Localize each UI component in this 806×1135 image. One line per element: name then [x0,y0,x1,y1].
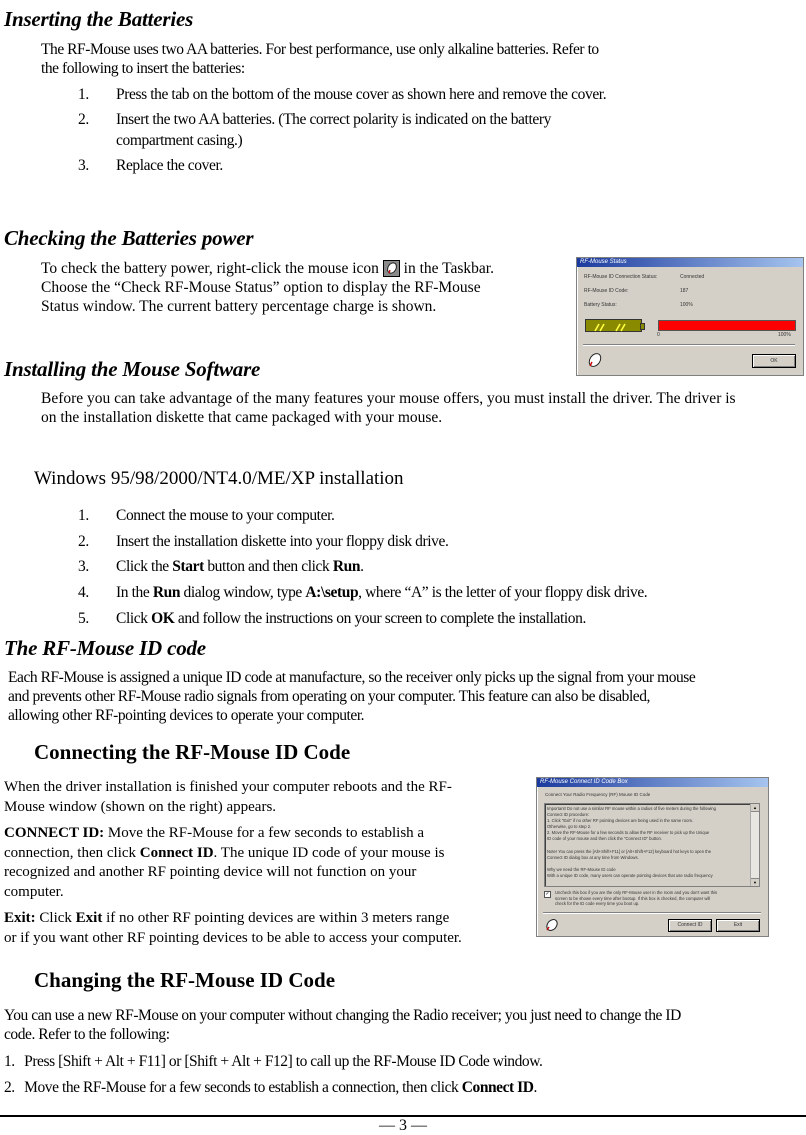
connecting-text: computer. [4,883,64,900]
exit-paragraph [4,909,462,948]
scale-min-label: 0 [657,332,660,338]
dialog-text-line: 2. Move the RF-Mouse for a few seconds to allow the RF receiver to pick up the Unique [547,830,710,836]
status-window-title: RF-Mouse Status [577,258,803,267]
list-text [116,506,334,525]
list-text: Press the tab on the bottom of the mouse cover as shown here and remove the cover. [116,86,607,103]
connect-id-dialog [536,777,769,937]
ok-button[interactable]: OK [752,354,796,368]
connect-id-paragraph [4,824,444,902]
list-text-segment: Insert the installation diskette into your floppy disk drive. [116,533,449,550]
scrollbar[interactable] [750,804,759,886]
heading-inserting-batteries: Inserting the Batteries [4,7,194,31]
list-number: 5. [78,610,89,627]
list-text-segment: In the [116,584,153,601]
connect-dialog-title: RF-Mouse Connect ID Code Box [537,778,768,787]
rf-mouse-status-window [576,257,804,376]
bold-term: Run [152,584,181,601]
status-label: Battery Status: [584,302,617,308]
heading-id-code: The RF-Mouse ID code [4,636,206,660]
list-number: 1. [78,507,89,524]
checking-line2: Choose the “Check RF-Mouse Status” option to display the RF-Mouse [41,279,481,296]
heading-checking-batteries: Checking the Batteries power [4,226,254,250]
dialog-text-line: With a unique ID code, many users can operate pointing devices that use radio frequency [547,873,713,879]
dialog-text-line: Note! You can press the [Alt+Shift+F11] or [Alt+Shift+F12] keyboard hot keys to open the [547,848,712,854]
changing-intro-line2: code. Refer to the following: [4,1026,170,1043]
connecting-text: recognized and another RF pointing device will not function on your [4,864,417,880]
dialog-text-line: Otherwise, go to step 2. [547,824,592,830]
list-text-segment: . [360,558,364,575]
connecting-text: if no other RF pointing devices are within 3 meters range [102,910,450,926]
changing-intro [4,1006,681,1044]
dialog-text-line: ID code of your mouse and then click the "Connect ID" button. [547,836,662,842]
list-text [116,532,448,551]
list-number: 1. [78,86,89,103]
dialog-text-line: 1. Click "Exit" if no other RF pointing devices are being used in the same room. [547,818,694,824]
changing-intro-line1: You can use a new RF-Mouse on your computer without changing the Radio receiver; you just need to change the ID [4,1007,681,1024]
connection-status-value: Connected [680,274,705,280]
connect-dialog-text [547,806,747,879]
list-text [116,583,647,602]
divider [583,344,795,346]
scroll-down-button[interactable]: ▼ [751,878,759,886]
dialog-text-line: Why we need the RF-Mouse ID code [547,866,616,872]
dialog-text-line: Important! Do not use a similar RF mouse within a radius of five meters during the following [547,806,716,811]
heading-installing-software: Installing the Mouse Software [4,357,261,381]
list-text: Replace the cover. [116,157,223,174]
connecting-text [4,909,462,929]
show-dialog-checkbox[interactable]: ✓ [545,891,550,897]
inserting-intro-line1: The RF-Mouse uses two AA batteries. For best performance, use only alkaline batteries. Refer to [41,41,599,58]
list-number: 2. [4,1079,15,1096]
inserting-intro-line2: the following to insert the batteries: [41,60,245,77]
checking-line1 [41,259,494,278]
connect-id-button[interactable]: Connect ID [668,919,712,932]
battery-progress-fill [659,321,795,330]
scale-max-label: 100% [778,332,791,338]
heading-changing-id: Changing the RF-Mouse ID Code [34,968,336,992]
list-number: 1. [4,1053,15,1070]
mouse-logo-icon [585,352,603,373]
dialog-text-line: Connect ID dialog box at any time from Windows. [547,854,639,860]
list-text-segment: , where “A” is the letter of your floppy disk drive. [358,584,648,601]
bold-term: OK [151,610,175,627]
list-number: 2. [78,533,89,550]
dialog-text-line: Connect ID procedure: [547,812,590,818]
connect-id-label: CONNECT ID: [4,825,105,841]
list-text-segment: dialog window, type [180,584,306,601]
battery-icon [585,319,642,332]
checkbox-label [555,890,717,907]
connect-id-ref: Connect ID [461,1079,534,1096]
id-code-paragraph [8,668,695,725]
id-code-value: 187 [680,288,689,294]
connecting-paragraph-1 [4,778,452,817]
list-text: Move the RF-Mouse for a few seconds to establish a connection, then click [24,1079,462,1096]
connect-dialog-heading: Connect Your Radio Frequency (RF) Mouse ID Code [545,792,651,797]
list-number: 3. [78,558,89,575]
exit-button[interactable]: Exit [716,919,760,932]
list-text-segment: Click [116,610,152,627]
bold-term: Run [332,558,361,575]
exit-ref: Exit [75,910,103,926]
installing-intro-line2: on the installation diskette that came packaged with your mouse. [41,409,443,426]
checkbox-text-line: check for the ID code every time you boot up. [555,901,640,906]
id-code-line3: allowing other RF-pointing devices to operate your computer. [8,707,365,724]
inserting-intro [41,40,599,78]
windows-install-subheading: Windows 95/98/2000/NT4.0/ME/XP installation [34,468,404,489]
installing-intro-line1: Before you can take advantage of the many features your mouse offers, you must install the driver. The driver is [41,390,736,407]
list-text [116,557,364,576]
connecting-text: Click [35,910,76,926]
heading-connecting-id: Connecting the RF-Mouse ID Code [34,740,351,764]
connecting-text: or if you want other RF pointing devices to be able to access your computer. [4,929,462,946]
list-text-segment: Click the [116,558,173,575]
list-text: Press [Shift + Alt + F11] or [Shift + Alt + F12] to call up the RF-Mouse ID Code window. [24,1053,543,1070]
list-text [24,1079,537,1096]
connecting-text [4,844,444,864]
status-label: RF-Mouse ID Connection Status: [584,274,658,280]
checkbox-text-line: screen to be shown every time after bootup. If this box is checked, the computer will [555,895,711,901]
connecting-text: Move the RF-Mouse for a few seconds to establish a [104,825,425,841]
id-code-line1: Each RF-Mouse is assigned a unique ID code at manufacture, so the receiver only picks up the signal from your mouse [8,669,696,686]
connecting-text [4,824,444,844]
checking-text: in the Taskbar. [403,260,494,277]
list-text [116,609,586,628]
list-text: Insert the two AA batteries. (The correct polarity is indicated on the battery [116,111,551,128]
id-code-line2: and prevents other RF-Mouse radio signals from operating on your computer. This feature can also be disabled, [8,688,650,705]
mouse-tray-icon [383,260,400,277]
list-text-segment: button and then click [203,558,333,575]
list-text: . [533,1079,537,1096]
checking-paragraph [41,259,494,316]
connecting-text: connection, then click [4,844,140,861]
connect-id-ref: Connect ID [139,844,214,861]
list-text: compartment casing.) [116,132,243,149]
battery-progress-track [658,320,796,331]
checkbox-text-line: Uncheck this box if you are the only RF-Mouse user in the room and you don't want this [555,890,718,895]
page-number: — 3 — [379,1117,427,1134]
scroll-up-button[interactable]: ▲ [751,804,759,812]
checking-line3: Status window. The current battery percentage charge is shown. [41,298,437,315]
list-number: 3. [78,157,89,174]
checking-text: To check the battery power, right-click the mouse icon [41,260,379,277]
bold-term: A:\setup [305,584,359,601]
connecting-text: Mouse window (shown on the right) appears. [4,798,277,815]
bold-term: Start [172,558,204,575]
connecting-text: When the driver installation is finished your computer reboots and the RF- [4,779,452,795]
list-number: 2. [78,111,89,128]
mouse-logo-icon [543,918,559,937]
list-text-segment: Connect the mouse to your computer. [116,507,335,524]
list-item [4,1052,542,1071]
status-label: RF-Mouse ID Code: [584,288,629,294]
battery-status-value: 100% [680,302,693,308]
connect-dialog-textbox[interactable] [544,803,760,887]
exit-label: Exit: [4,910,36,926]
divider [543,912,761,914]
connecting-text: . The unique ID code of your mouse is [213,844,445,861]
list-text-segment: and follow the instructions on your screen to complete the installation. [174,610,586,627]
list-number: 4. [78,584,89,601]
list-item [4,1078,537,1097]
